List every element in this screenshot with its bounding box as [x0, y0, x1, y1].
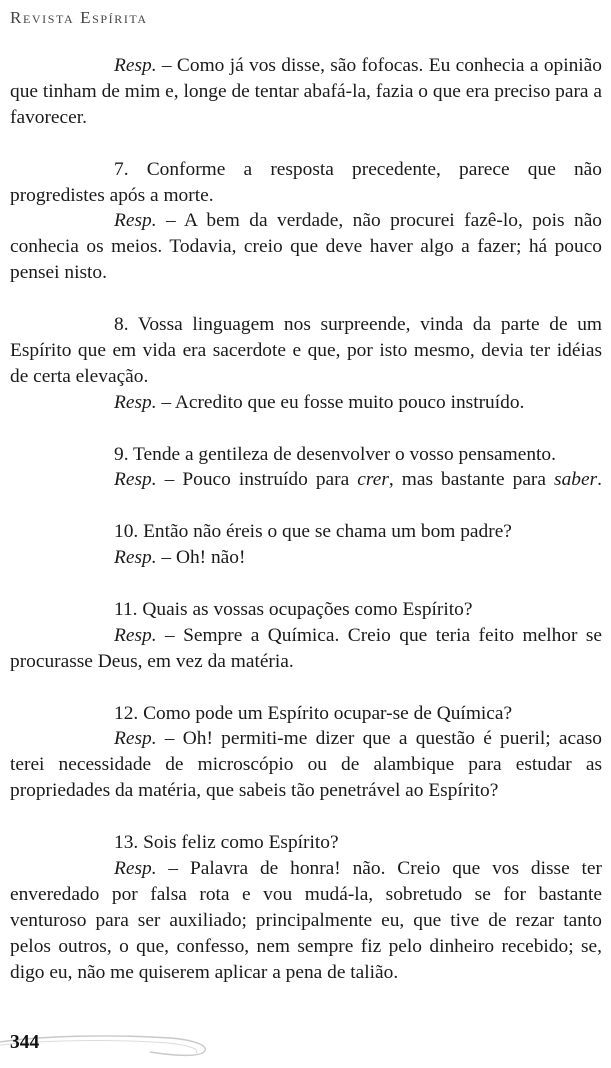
answer-text: , mas bastante para	[388, 469, 555, 491]
resp-label: Resp.	[114, 728, 157, 750]
question-paragraph: 7. Conforme a resposta precedente, parece que não progredistes após a morte.	[10, 158, 602, 206]
answer-paragraph	[10, 726, 602, 804]
answer-text: – Oh! não!	[156, 547, 246, 569]
answer-text: – Sempre a Química. Creio que teria feito melhor se procurasse Deus, em vez da matéria.	[10, 624, 602, 672]
answer-text: – Palavra de honra! não. Creio que vos disse ter enveredado por falsa rota e vou mudá-la, sobretudo se for bastante venturoso para ser auxiliado; principalmente eu, que tive de rezar tanto pelos outros, o que, confesso, nem sempre fiz pelo dinheiro recebido; se, digo eu, não me quiserem aplicar a pena de talião.	[10, 857, 602, 983]
resp-label: Resp.	[114, 55, 157, 76]
answer-paragraph	[10, 623, 602, 675]
question-paragraph: 12. Como pode um Espírito ocupar-se de Química?	[114, 702, 513, 724]
resp-label: Resp.	[114, 857, 157, 879]
answer-paragraph	[10, 467, 602, 493]
answer-text: – Como já vos disse, são fofocas. Eu conhecia a opinião que tinham de mim e, longe de tentar abafá-la, fazia o que era preciso para a favorecer.	[10, 55, 602, 128]
answer-paragraph	[10, 208, 602, 286]
question-paragraph: 11. Quais as vossas ocupações como Espírito?	[114, 598, 473, 620]
question-paragraph: 10. Então não éreis o que se chama um bom padre?	[114, 521, 512, 543]
question-paragraph: 8. Vossa linguagem nos surpreende, vinda da parte de um Espírito que em vida era sacerdote e que, por isto mesmo, devia ter idéias de certa elevação.	[10, 314, 602, 387]
answer-paragraph	[10, 545, 602, 571]
answer-text: .	[597, 469, 602, 491]
answer-text: – Acredito que eu fosse muito pouco instruído.	[156, 391, 525, 413]
running-head-title: Revista Espírita	[10, 8, 148, 27]
answer-emphasis: saber	[554, 469, 598, 491]
answer-text: – Oh! permiti-me dizer que a questão é pueril; acaso terei necessidade de microscópio ou de alambique para estudar as propriedades da matéria, que sabeis tão penetrável ao Espírito?	[10, 728, 602, 802]
resp-label: Resp.	[114, 469, 157, 491]
answer-paragraph	[10, 53, 602, 131]
resp-label: Resp.	[114, 210, 157, 232]
resp-label: Resp.	[114, 624, 157, 646]
answer-paragraph	[10, 390, 602, 416]
resp-label: Resp.	[114, 547, 157, 569]
answer-text: – A bem da verdade, não procurei fazê-lo, pois não conhecia os meios. Todavia, creio que deve haver algo a fazer; há pouco pensei nisto.	[10, 210, 602, 284]
question-paragraph: 13. Sois feliz como Espírito?	[114, 832, 339, 854]
answer-text: – Pouco instruído para	[156, 469, 358, 491]
page-number: 344	[10, 1032, 40, 1053]
answer-paragraph	[10, 856, 602, 986]
resp-label: Resp.	[114, 391, 157, 413]
question-paragraph: 9. Tende a gentileza de desenvolver o vosso pensamento.	[114, 443, 556, 465]
answer-emphasis: crer	[357, 469, 389, 491]
page-body	[10, 53, 602, 986]
